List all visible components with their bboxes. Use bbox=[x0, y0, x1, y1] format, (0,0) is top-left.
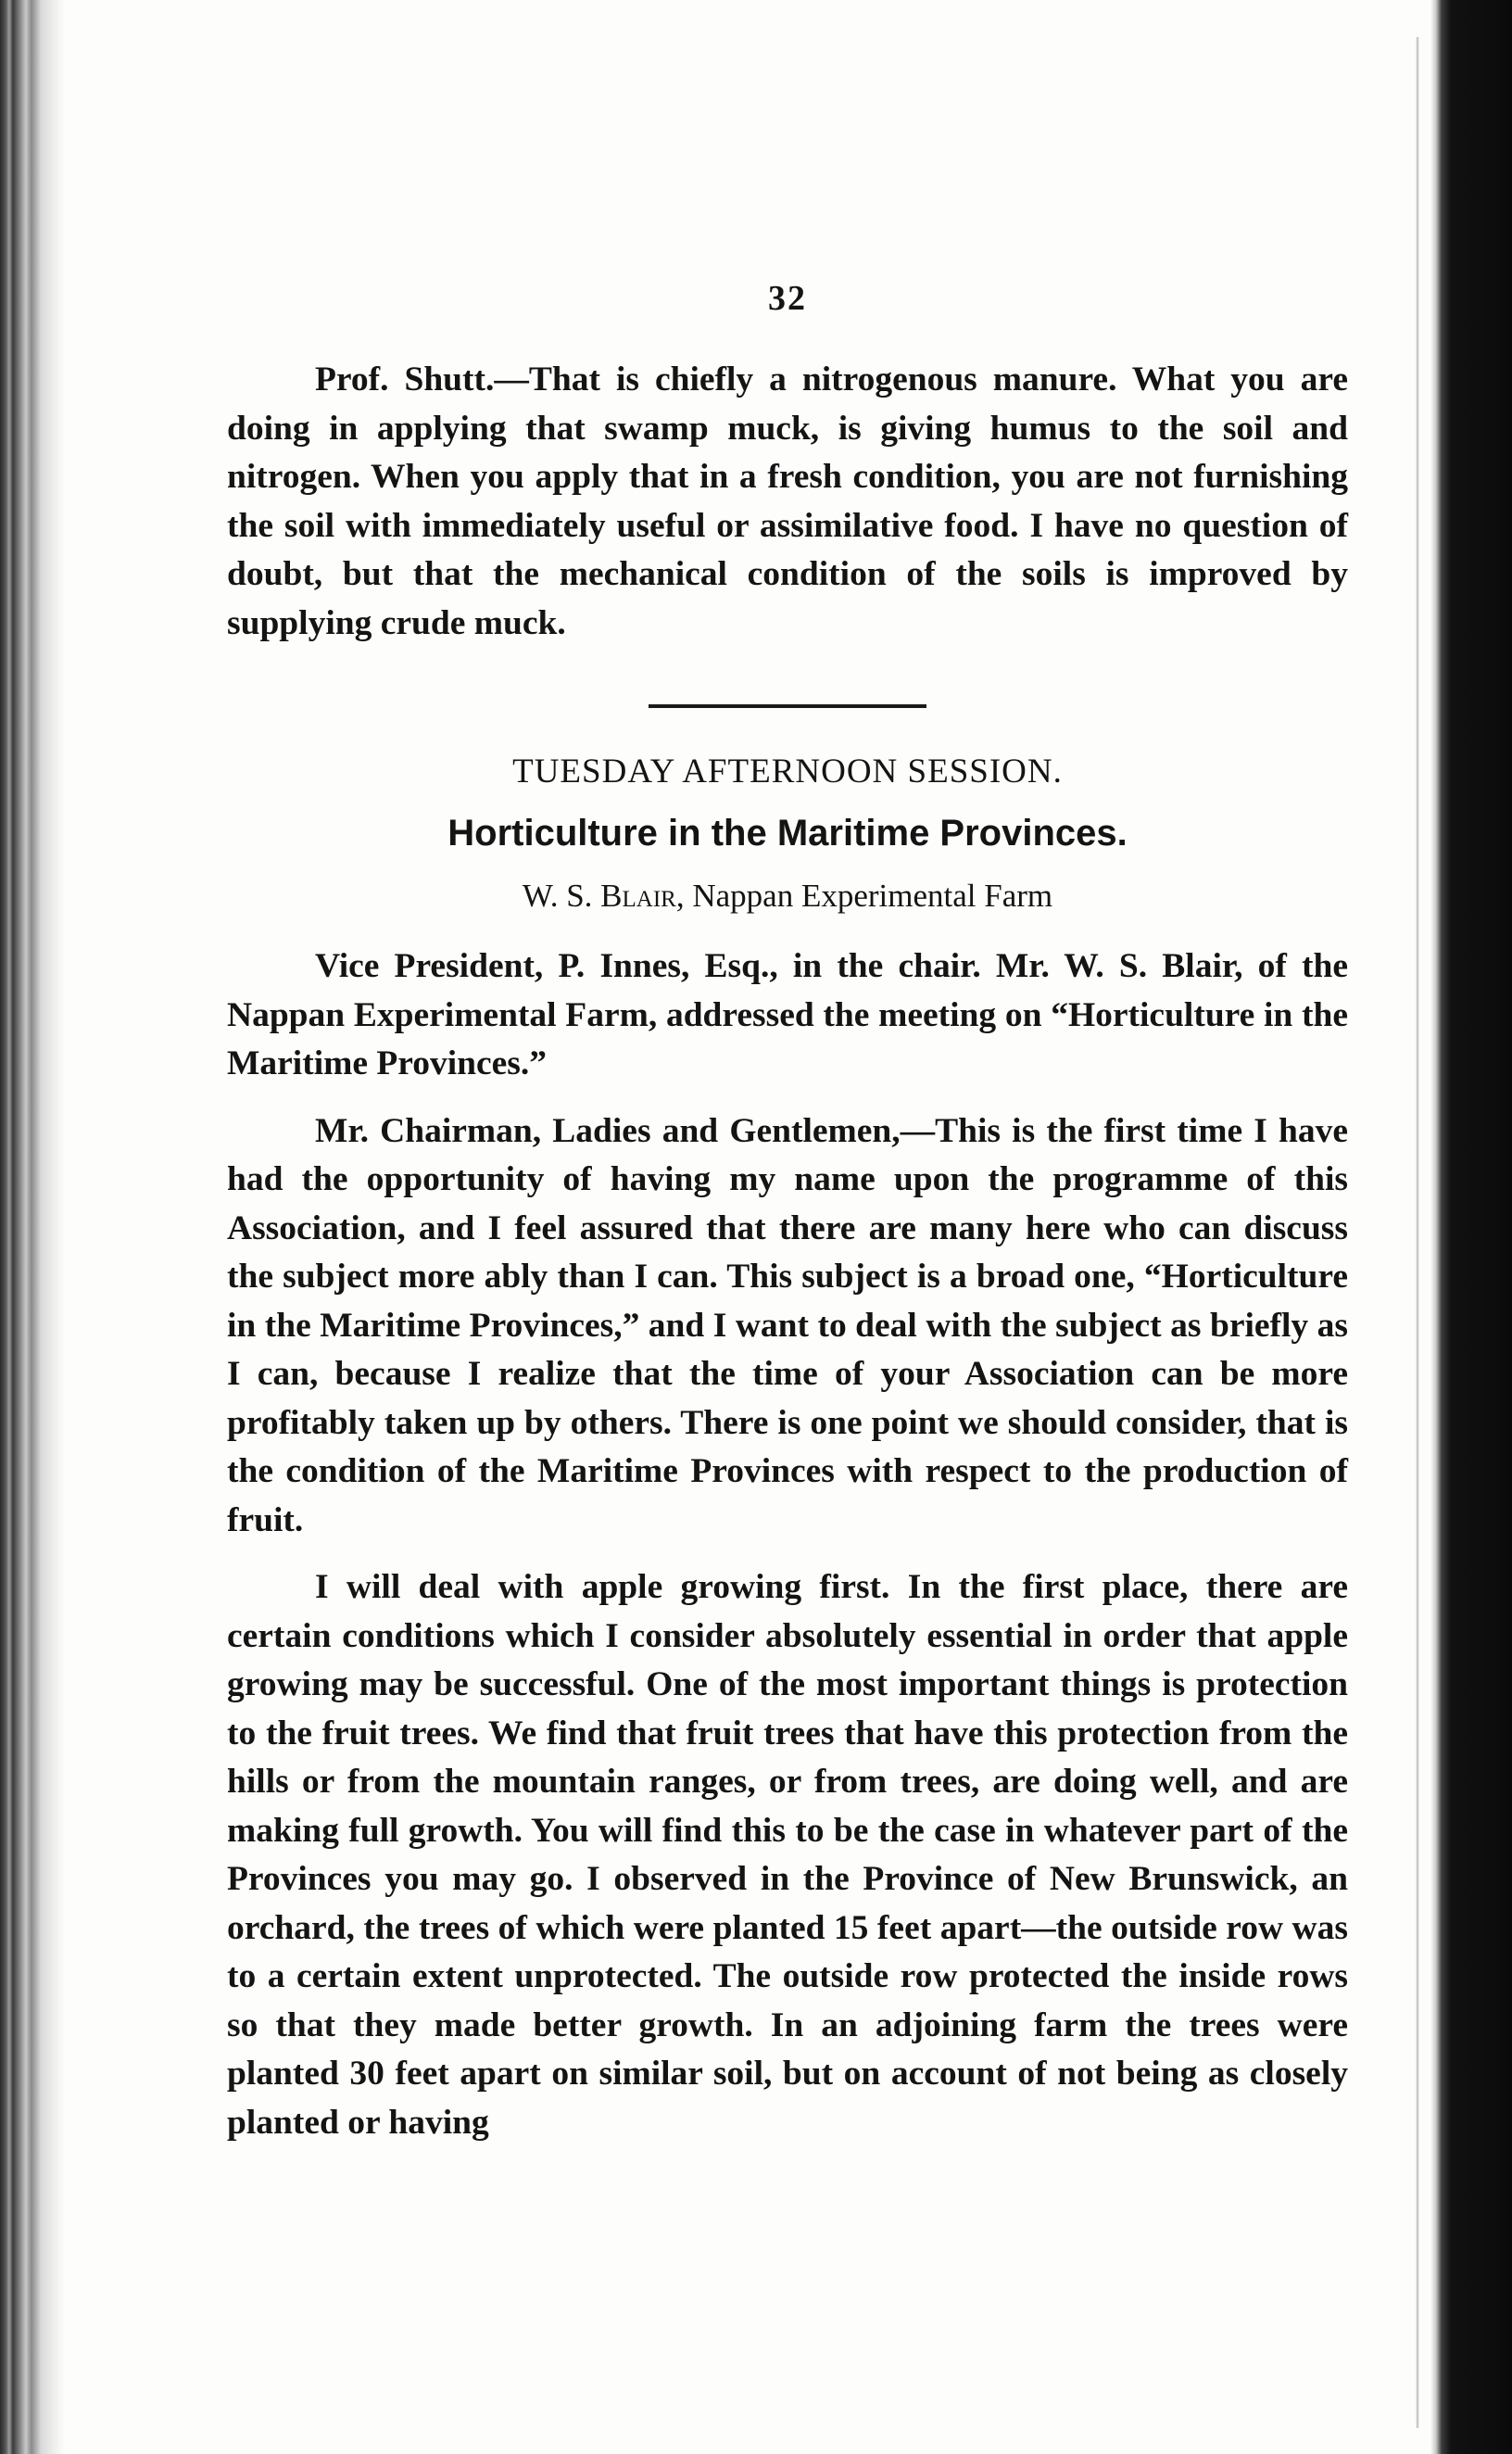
page-content bbox=[227, 278, 1348, 2166]
section-divider bbox=[227, 696, 1348, 713]
byline bbox=[227, 872, 1348, 920]
byline-surname: Blair, bbox=[600, 878, 685, 914]
body-paragraph-1: Vice President, P. Innes, Esq., in the chair. Mr. W. S. Blair, of the Nappan Experimental Farm, addressed the meeting on “Horticulture in the Maritime Provinces.” bbox=[227, 947, 1348, 1082]
byline-affiliation: Nappan Experimental Farm bbox=[692, 878, 1053, 914]
page-edge-shadow bbox=[1416, 37, 1419, 2428]
divider-rule bbox=[649, 704, 926, 708]
session-title: TUESDAY AFTERNOON SESSION. bbox=[512, 753, 1063, 791]
body-paragraph-2: Mr. Chairman, Ladies and Gentlemen,—This is the first time I have had the opportunity of having my name upon the programme of this Association, and I feel assured that there are many here who can discuss the subject more ably than I can. This subject is a broad one, “Horticulture in the Maritime Provinces,” and I want to deal with the subject as briefly as I can, because I realize that the time of your Association can be more profitably taken up by others. There is one point we should consider, that is the condition of the Maritime Provinces with respect to the production of fruit. bbox=[227, 1111, 1348, 1539]
book-binding-gutter bbox=[0, 0, 65, 2454]
opening-paragraph: Prof. Shutt.—That is chiefly a nitrogenous manure. What you are doing in applying that swamp muck, is giving humus to the soil and nitrogen. When you apply that in a fresh condition, you are not furnishing the soil with immediately useful or assimilative food. I have no question of doubt, but that the mechanical condition of the soils is improved by supplying crude muck. bbox=[227, 361, 1348, 642]
book-right-edge bbox=[1430, 0, 1512, 2454]
page-number: 32 bbox=[768, 279, 807, 318]
article-title: Horticulture in the Maritime Provinces. bbox=[447, 813, 1128, 854]
byline-initials: W. S. bbox=[522, 878, 593, 914]
body-paragraph-3: I will deal with apple growing first. In the first place, there are certain conditions which I consider absolutely essential in order that apple growing may be successful. One of the most important things is protection to the fruit trees. We find that fruit trees that have this protection from the hills or from the mountain ranges, or from trees, are doing well, and are making full growth. You will find this to be the case in whatever part of the Provinces you may go. I observed in the Province of New Brunswick, an orchard, the trees of which were planted 15 feet apart—the outside row was to a certain extent unprotected. The outside row protected the inside rows so that they made better growth. In an adjoining farm the trees were planted 30 feet apart on similar soil, but on account of not being as closely planted or having bbox=[227, 1568, 1348, 2142]
